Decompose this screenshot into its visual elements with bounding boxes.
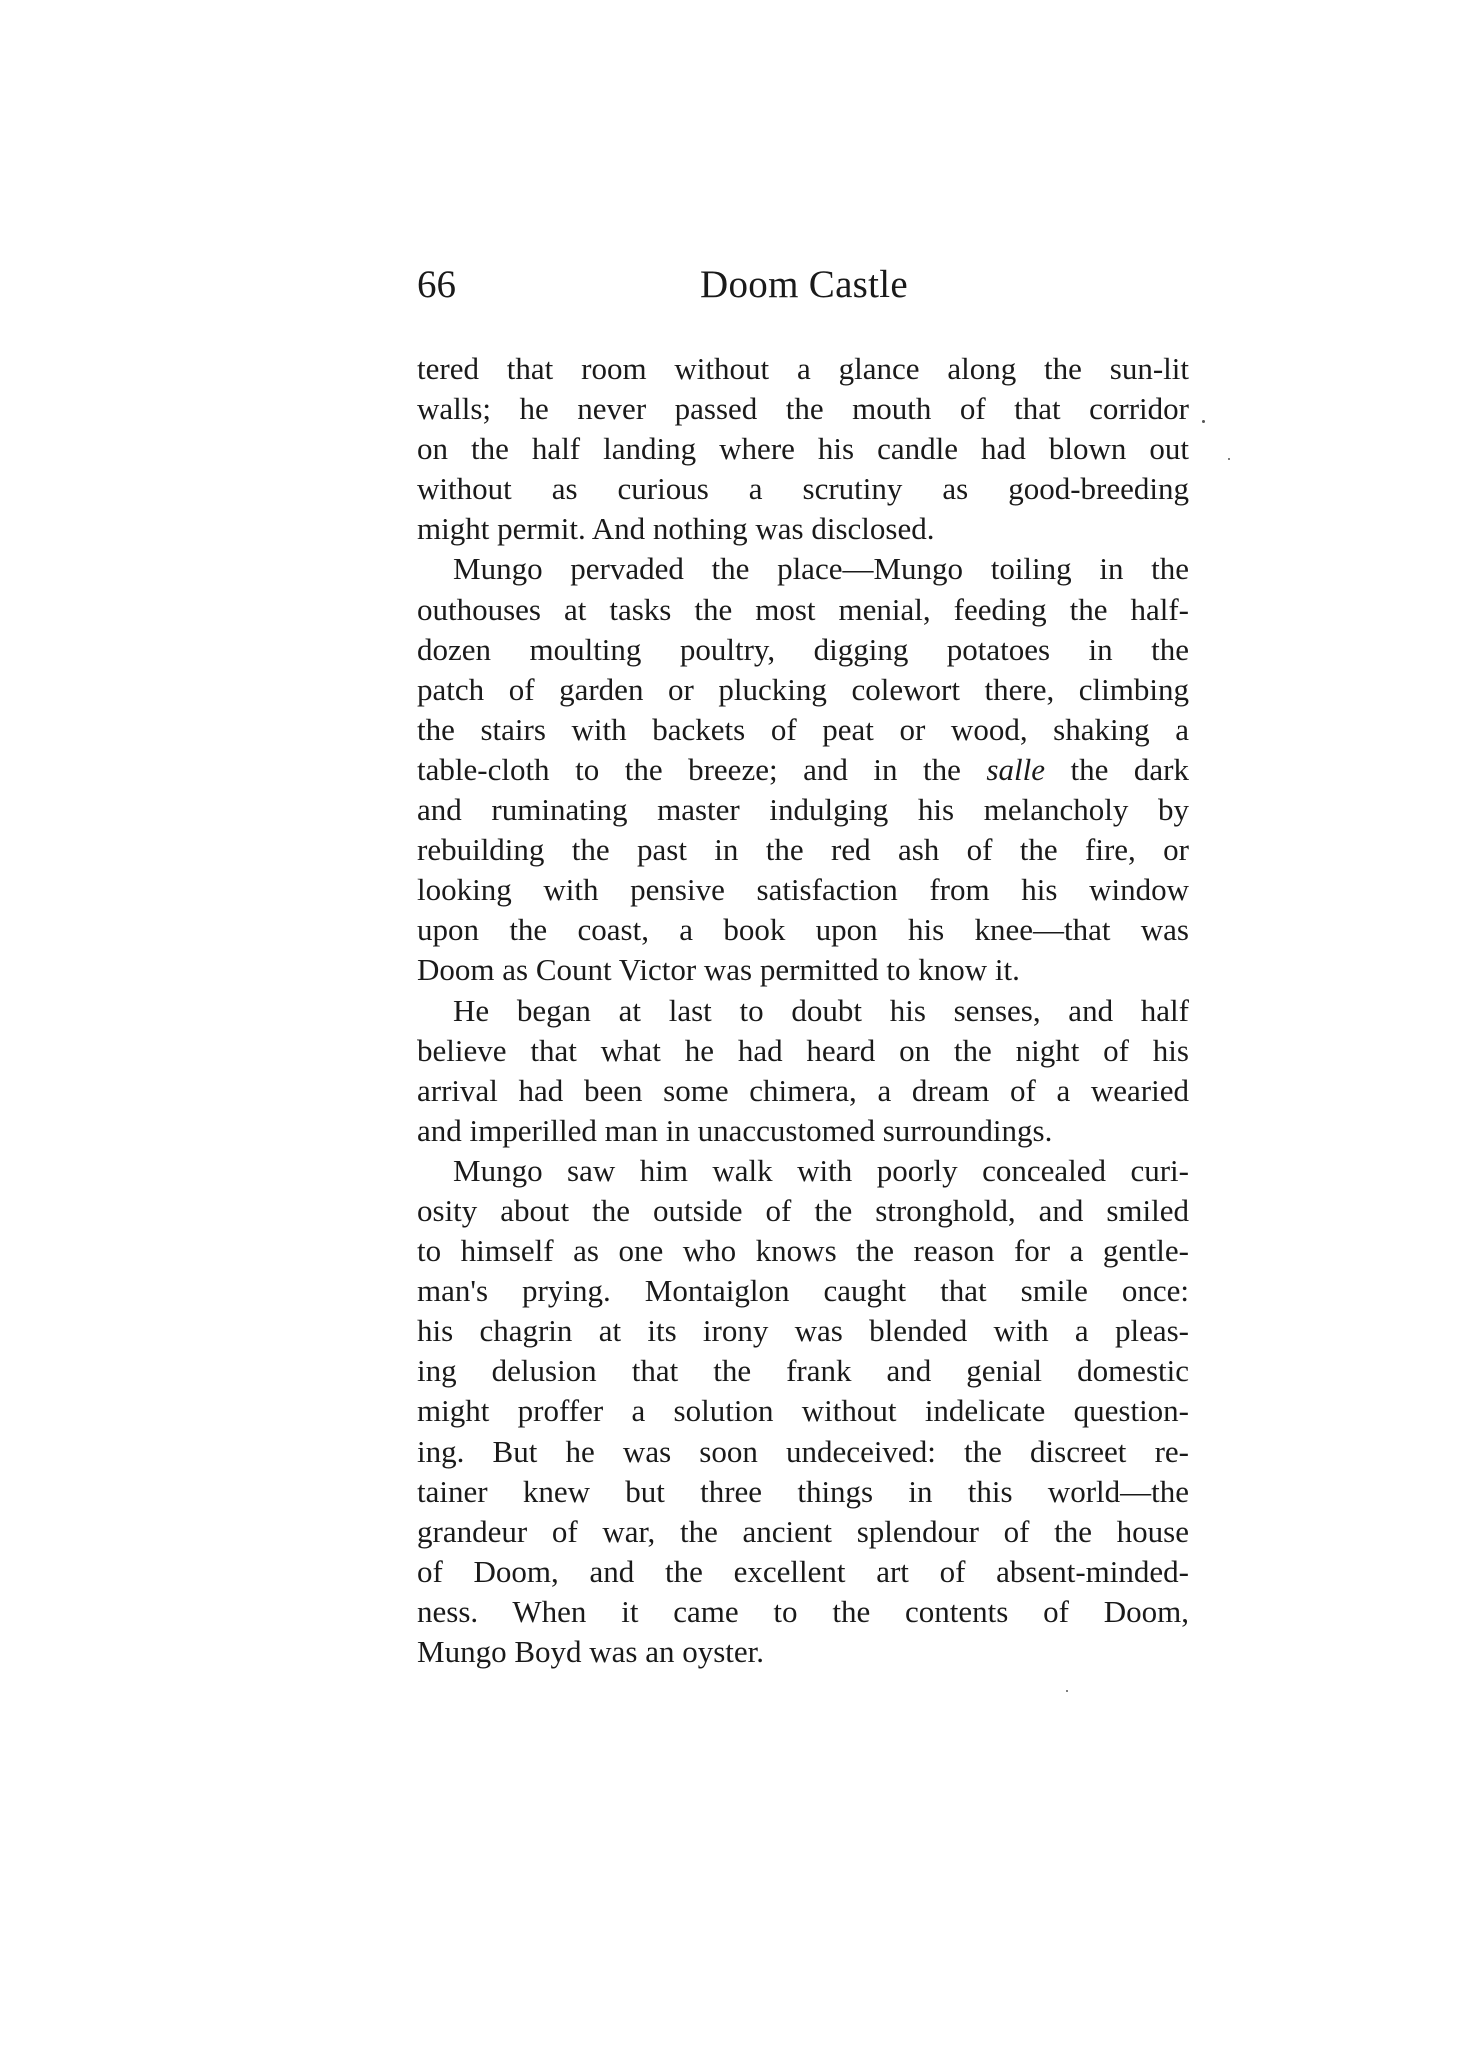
- text-line: the stairs with backets of peat or wood, shaking a: [417, 711, 1189, 747]
- text-line: and imperilled man in unaccustomed surroundings.: [417, 1112, 1053, 1148]
- text-line: might proffer a solution without indelicate question-: [417, 1393, 1189, 1429]
- text-line: upon the coast, a book upon his knee—that was: [417, 912, 1189, 948]
- text-line: ness. When it came to the contents of Doom,: [417, 1593, 1189, 1629]
- text-line: walls; he never passed the mouth of that corridor: [417, 391, 1189, 427]
- text-line: dozen moulting poultry, digging potatoes in the: [417, 631, 1189, 667]
- italic-word: salle: [986, 751, 1045, 787]
- body-text: [417, 349, 1189, 1672]
- paragraph: [417, 1151, 1189, 1672]
- paragraph: [417, 991, 1189, 1151]
- scan-speck: [1066, 1690, 1068, 1692]
- text-line: tered that room without a glance along the sun-lit: [417, 351, 1189, 386]
- text-line: and ruminating master indulging his melancholy by: [417, 792, 1189, 828]
- text-line: ing. But he was soon undeceived: the discreet re-: [417, 1433, 1189, 1469]
- text-line: to himself as one who knows the reason for a gentle-: [417, 1233, 1189, 1269]
- text-line: He began at last to doubt his senses, and half: [453, 992, 1189, 1028]
- text-line: of Doom, and the excellent art of absent-minded-: [417, 1553, 1189, 1589]
- text-line: patch of garden or plucking colewort there, climbing: [417, 671, 1189, 707]
- paragraph: [417, 549, 1189, 990]
- text-line: grandeur of war, the ancient splendour of the house: [417, 1513, 1189, 1549]
- text-line: rebuilding the past in the red ash of the fire, or: [417, 832, 1189, 868]
- text-line: might permit. And nothing was disclosed.: [417, 511, 935, 547]
- text-line: man's prying. Montaiglon caught that smile once:: [417, 1273, 1189, 1309]
- running-title: Doom Castle: [700, 263, 909, 306]
- text-line: Mungo pervaded the place—Mungo toiling in the: [453, 551, 1189, 587]
- text-line: table-cloth to the breeze; and in the salle the dark: [417, 751, 1189, 787]
- scan-speck: [1228, 458, 1230, 460]
- text-line: osity about the outside of the stronghold, and smiled: [417, 1192, 1189, 1228]
- text-line: looking with pensive satisfaction from his window: [417, 872, 1189, 908]
- paragraph: [417, 349, 1189, 549]
- text-line: outhouses at tasks the most menial, feeding the half-: [417, 591, 1189, 627]
- page-header: [417, 262, 1189, 314]
- text-line: his chagrin at its irony was blended with a pleas-: [417, 1313, 1189, 1349]
- text-line: without as curious a scrutiny as good-breeding: [417, 471, 1189, 507]
- text-line: ing delusion that the frank and genial domestic: [417, 1353, 1189, 1389]
- scan-speck: [1202, 420, 1205, 423]
- text-line: Mungo Boyd was an oyster.: [417, 1634, 765, 1669]
- text-line: believe that what he had heard on the night of his: [417, 1032, 1189, 1068]
- text-line: arrival had been some chimera, a dream of a wearied: [417, 1072, 1189, 1108]
- text-line: on the half landing where his candle had blown out: [417, 431, 1189, 467]
- page-number: 66: [417, 263, 456, 306]
- text-line: Mungo saw him walk with poorly concealed curi-: [453, 1152, 1189, 1188]
- text-line: Doom as Count Victor was permitted to know it.: [417, 952, 1020, 988]
- text-line: tainer knew but three things in this world—the: [417, 1473, 1189, 1509]
